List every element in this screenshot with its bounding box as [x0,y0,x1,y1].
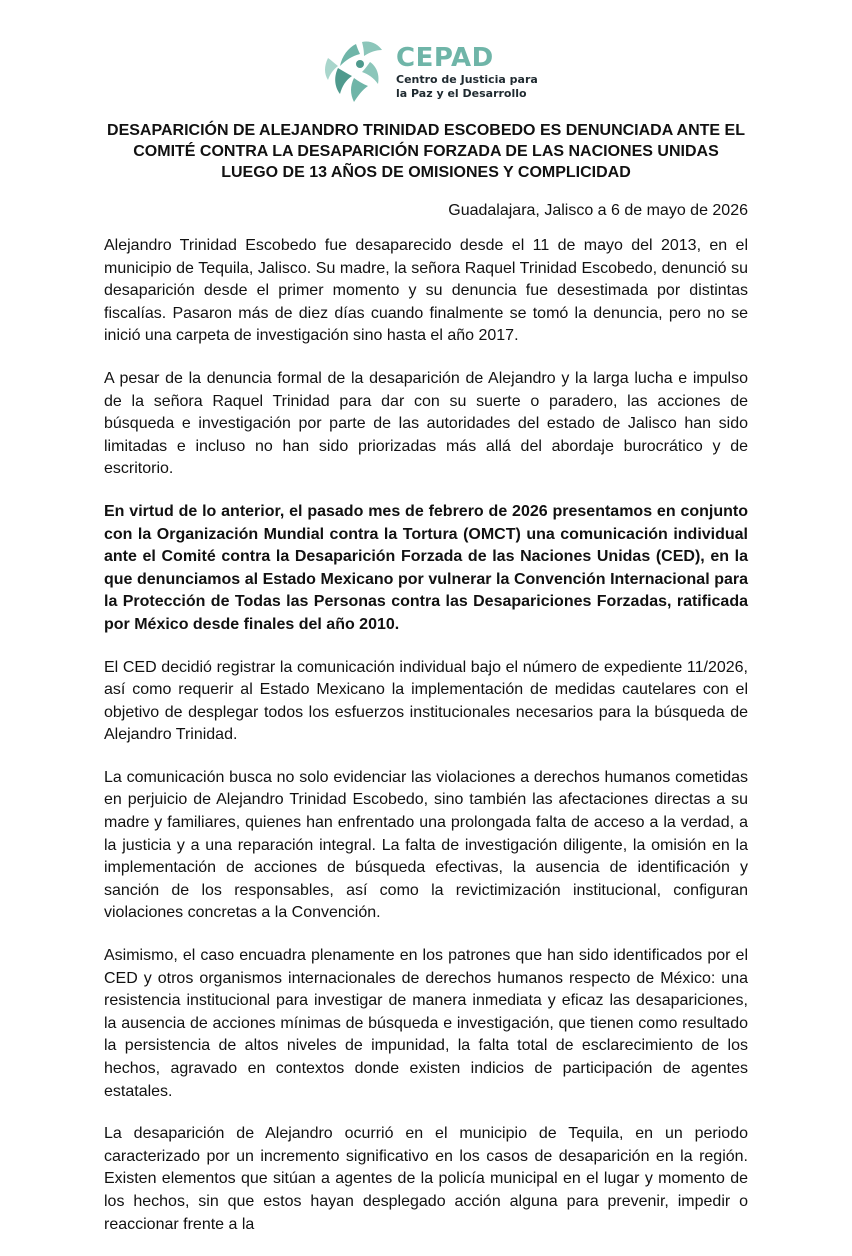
logo-name: CEPAD [396,43,494,73]
document-body [104,235,748,1256]
paragraph-7: La desaparición de Alejandro ocurrió en el municipio de Tequila, en un periodo caracterizado por un incremento significativo en los casos de desaparición en la región. Existen elementos que sitúan a agentes de la policía municipal en el lugar y momento de los hechos, sin que estos hayan desplegado acción alguna para prevenir, impedir o reaccionar frente a la [104,1125,748,1233]
cepad-logo [318,38,548,106]
paragraph-3-bold: En virtud de lo anterior, el pasado mes de febrero de 2026 presentamos en conjunto con la Organización Mundial contra la Tortura (OMCT) una comunicación individual ante el Comité contra la Desaparición Forzada de las Naciones Unidas (CED), en la que denunciamos al Estado Mexicano por vulnerar la Convención Internacional para la Protección de Todas las Personas contra las Desapariciones Forzadas, ratificada por México desde finales del año 2010. [104,502,748,633]
dateline: Guadalajara, Jalisco a 6 de mayo de 2026 [448,202,748,219]
logo-subtitle-line2: la Paz y el Desarrollo [396,87,527,100]
dove-hands-logo-icon [318,38,394,106]
paragraph-1: Alejandro Trinidad Escobedo fue desaparecido desde el 11 de mayo del 2013, en el municipio de Tequila, Jalisco. Su madre, la señora Raquel Trinidad Escobedo, denunció su desaparición desde el primer momento y su denuncia fue desestimada por distintas fiscalías. Pasaron más de diez días cuando finalmente se tomó la denuncia, pero no se inició una carpeta de investigación sino hasta el año 2017. [104,237,748,345]
paragraph-4: El CED decidió registrar la comunicación individual bajo el número de expediente 11/2026, así como requerir al Estado Mexicano la implementación de medidas cautelares con el objetivo de desplegar todos los esfuerzos institucionales necesarios para la búsqueda de Alejandro Trinidad. [104,658,748,744]
paragraph-2: A pesar de la denuncia formal de la desaparición de Alejandro y la larga lucha e impulso de la señora Raquel Trinidad para dar con su suerte o paradero, las acciones de búsqueda e investigación por parte de las autoridades del estado de Jalisco han sido limitadas e incluso no han sido priorizadas más allá del abordaje burocrático y de escritorio. [104,369,748,478]
press-release-title: DESAPARICIÓN DE ALEJANDRO TRINIDAD ESCOBEDO ES DENUNCIADA ANTE EL COMITÉ CONTRA LA DESAPARICIÓN FORZADA DE LAS NACIONES UNIDAS LUEGO DE 13 AÑOS DE OMISIONES Y COMPLICIDAD [107,122,745,181]
logo-text [396,44,546,100]
paragraph-6: Asimismo, el caso encuadra plenamente en los patrones que han sido identificados por el CED y otros organismos internacionales de derechos humanos respecto de México: una resistencia institucional para investigar de manera inmediata y eficaz las desapariciones, la ausencia de acciones mínimas de búsqueda e investigación, que tienen como resultado la persistencia de altos niveles de impunidad, la falta total de esclarecimiento de los hechos, agravado en contextos donde existen indicios de participación de agentes estatales. [104,947,748,1100]
paragraph-5: La comunicación busca no solo evidenciar las violaciones a derechos humanos cometidas en perjuicio de Alejandro Trinidad Escobedo, sino también las afectaciones directas a su madre y familiares, quienes han enfrentado una prolongada falta de acceso a la verdad, a la justicia y a una reparación integral. La falta de investigación diligente, la omisión en la implementación de acciones de búsqueda efectivas, la ausencia de identificación y sanción de los responsables, así como la revictimización institucional, configuran violaciones concretas a la Convención. [104,768,748,922]
logo-subtitle-line1: Centro de Justicia para [396,73,538,86]
